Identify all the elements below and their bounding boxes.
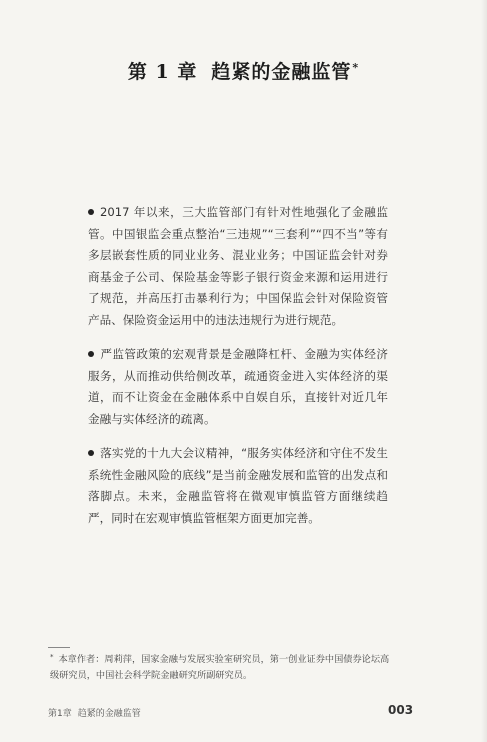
summary-bullet-1 (88, 202, 388, 332)
footnote-marker: * (50, 653, 54, 661)
chapter-title-text: 趋紧的金融监管 (211, 61, 352, 83)
bullet-text: 落实党的十九大会议精神，“服务实体经济和守住不发生系统性金融风险的底线”是当前金融发展和监管的出发点和落脚点。未来，金融监管将在微观审慎监管方面继续趋严，同时在宏观审慎监管框架方面更加完善。 (88, 446, 388, 525)
chapter-number: 第 1 章 (127, 61, 198, 83)
summary-bullet-2 (88, 344, 388, 430)
running-footer (48, 706, 141, 719)
bullet-text: 严监管政策的宏观背景是金融降杠杆、金融为实体经济服务，从而推动供给侧改革，疏通资金进入实体经济的渠道，而不让资金在金融体系中自娱自乐，直接针对近几年金融与实体经济的疏离。 (88, 347, 388, 426)
page-edge-shadow (481, 0, 487, 742)
bullet-dot-icon (88, 209, 94, 215)
footer-chapter-title: 趋紧的金融监管 (77, 709, 141, 719)
chapter-footnote-marker: * (352, 60, 360, 74)
footnote-divider (48, 647, 70, 648)
bullet-dot-icon (88, 351, 94, 357)
author-footnote (50, 652, 395, 684)
chapter-title (0, 57, 487, 84)
summary-bullet-3 (88, 443, 388, 529)
bullet-text: 2017 年以来，三大监管部门有针对性地强化了金融监管。中国银监会重点整治“三违规”“三套利”“四不当”等有多层嵌套性质的同业业务、混业业务；中国证监会针对券商基金子公司、保险基金等影子银行资金来源和运用进行了规范，并高压打击暴利行为；中国保监会针对保险资管产品、保险资金运用中的违法违规行为进行规范。 (88, 205, 388, 327)
footnote-text: 本章作者：周莉萍，国家金融与发展实验室研究员，第一创业证券中国债券论坛高级研究员，中国社会科学院金融研究所副研究员。 (50, 654, 390, 681)
footer-chapter-label: 第1章 (48, 709, 72, 719)
bullet-dot-icon (88, 450, 94, 456)
page-number: 003 (388, 703, 414, 717)
